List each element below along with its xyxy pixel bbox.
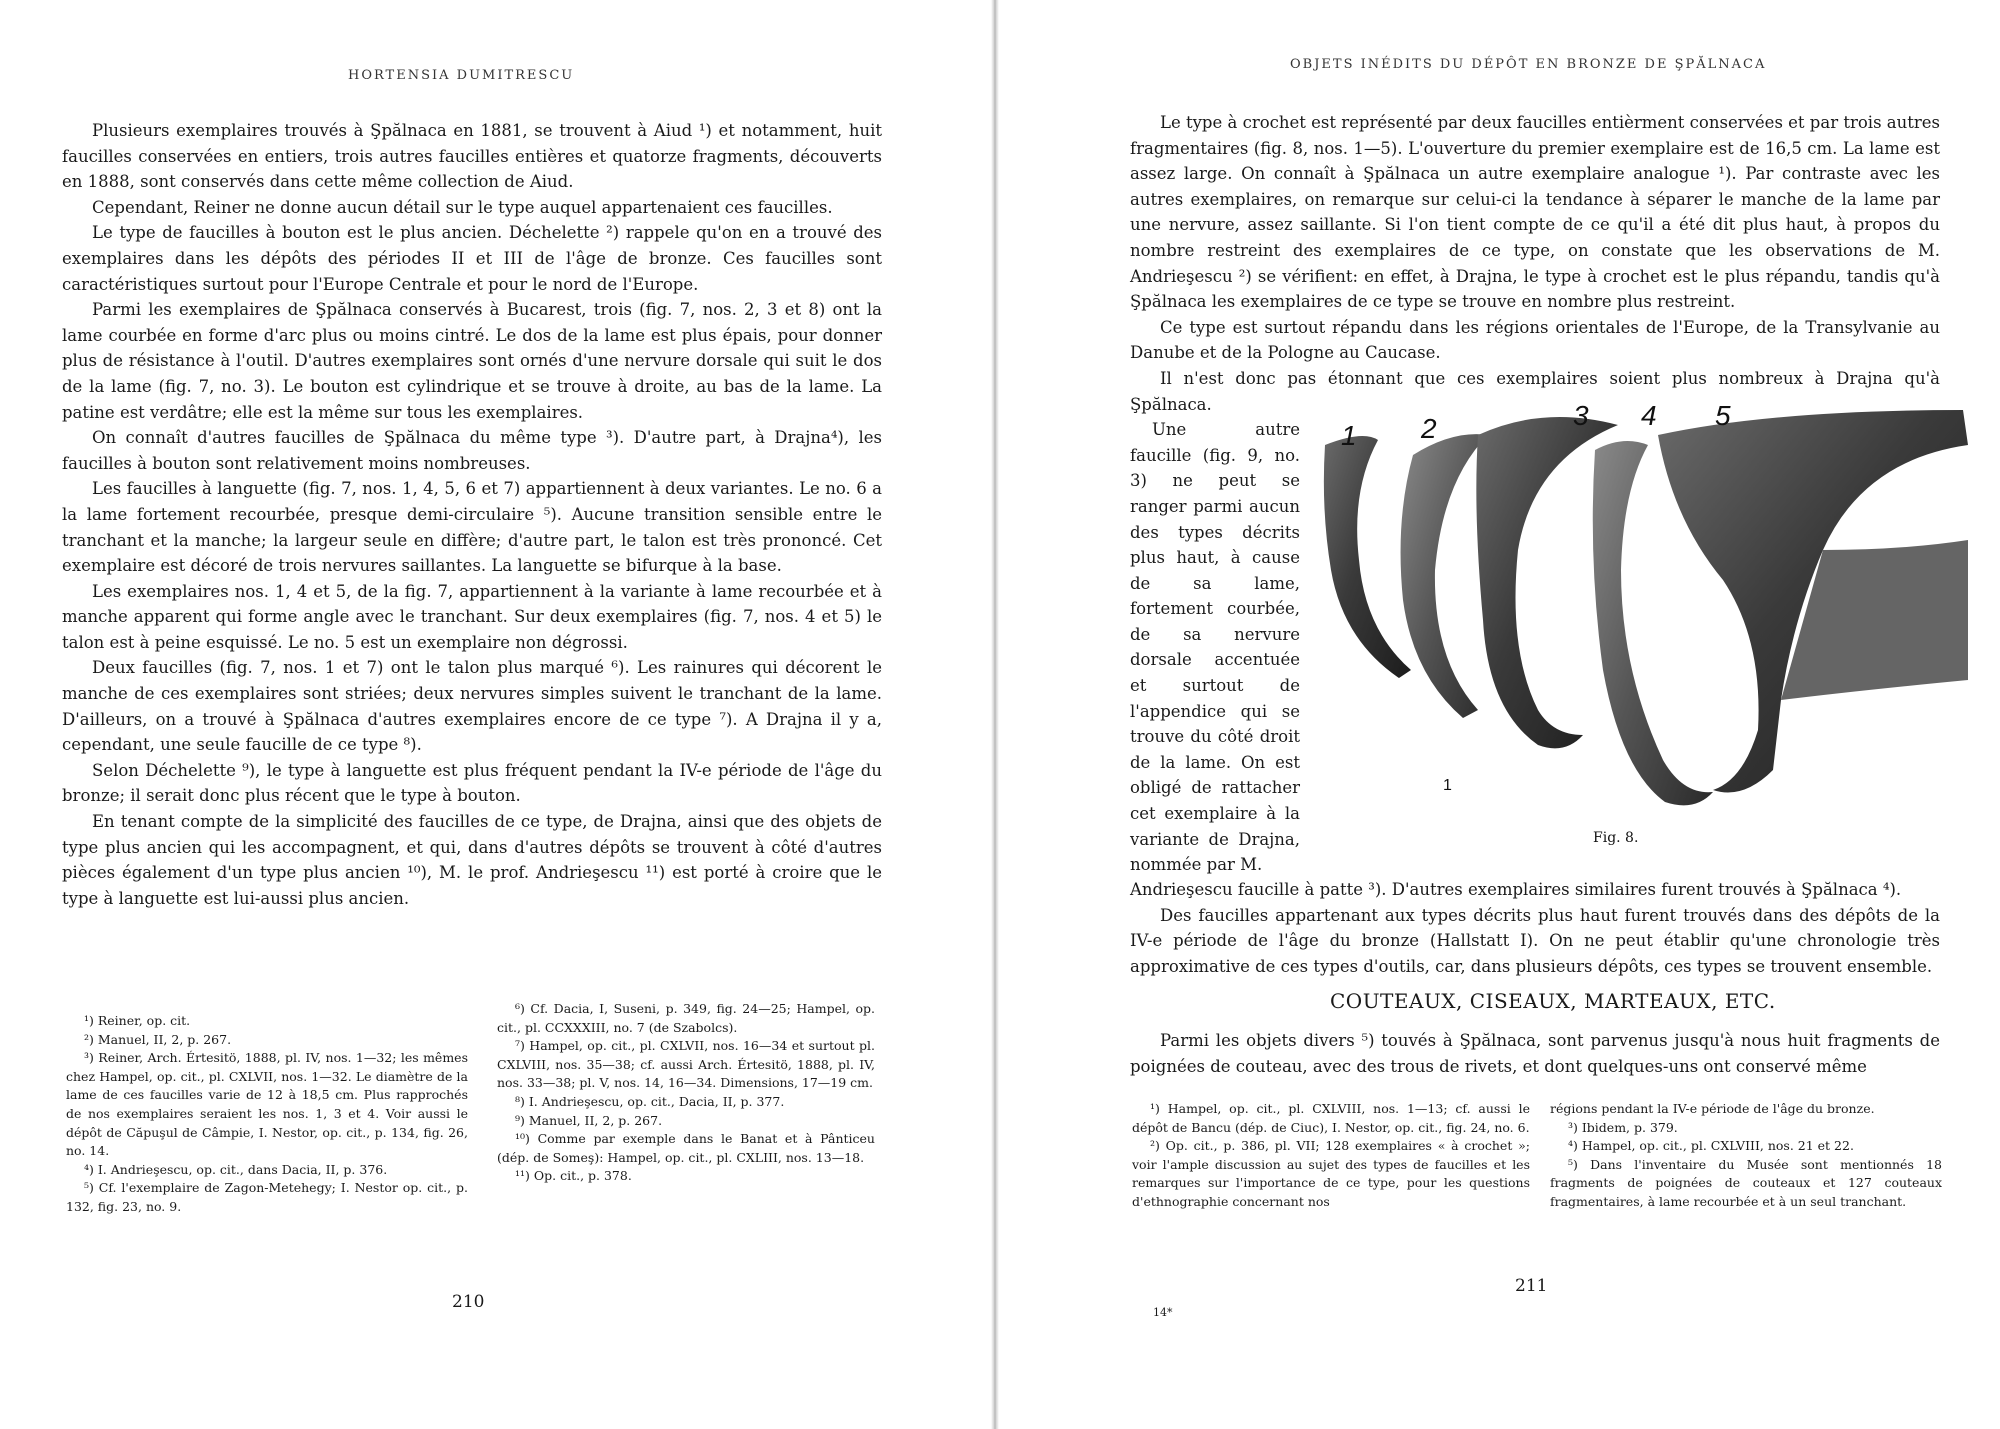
sickles-photo — [1303, 400, 1973, 845]
figure-label: 3 — [1573, 400, 1589, 431]
paragraph: Plusieurs exemplaires trouvés à Şpălnaca en 1881, se trouvent à Aiud ¹) et notamment, huit faucilles conservées en entiers, trois autres faucilles entières et quatorze fragments, découverts en 1888, sont conservés dans cette même collection de Aiud. — [62, 121, 882, 192]
sickle-2 — [1401, 434, 1488, 718]
figure-label: 1 — [1341, 420, 1357, 451]
footnote: ⁶) Cf. Dacia, I, Suseni, p. 349, fig. 24—25; Hampel, op. cit., pl. CCXXXIII, no. 7 (de Szabolcs). — [497, 1001, 875, 1035]
footnote: ⁷) Hampel, op. cit., pl. CXLVII, nos. 16—34 et surtout pl. CXLVIII, nos. 35—38; cf. aussi Arch. Értesitö, 1888, pl. IV, nos. 33—38; pl. V, nos. 14, 16—34. Dimensions, 17—19 cm. — [497, 1038, 875, 1091]
running-head: HORTENSIA DUMITRESCU — [348, 68, 575, 83]
footnote: régions pendant la IV-e période de l'âge du bronze. — [1550, 1101, 1875, 1116]
paragraph: On connaît d'autres faucilles de Şpălnaca du même type ³). D'autre part, à Drajna⁴), les faucilles à bouton sont relativement moins nombreuses. — [62, 428, 882, 473]
paragraph: Parmi les exemplaires de Şpălnaca conservés à Bucarest, trois (fig. 7, nos. 2, 3 et 8) ont la lame courbée en forme d'arc plus ou moins cintré. Le dos de la lame est plus épais, pour donner plus de résistance à l'outil. D'autres exemplaires sont ornés d'une nervure dorsale qui suit le dos de la lame (fig. 7, no. 3). Le bouton est cylindrique et se trouve à droite, au bas de la lame. La patine est verdâtre; elle est la même sur tous les exemplaires. — [62, 300, 882, 422]
section-heading: COUTEAUX, CISEAUX, MARTEAUX, ETC. — [1330, 989, 1776, 1013]
book-gutter — [991, 0, 999, 1429]
footnote: ²) Op. cit., p. 386, pl. VII; 128 exemplaires « à crochet »; voir l'ample discussion au sujet des types de faucilles et les remarques sur l'importance de ce type, pour les questions d'ethnographie concernant nos — [1132, 1138, 1530, 1209]
footnote: ¹¹) Op. cit., p. 378. — [515, 1168, 632, 1184]
figure-8 — [1303, 400, 1973, 845]
footnote: ⁸) I. Andrieşescu, op. cit., Dacia, II, p. 377. — [515, 1093, 785, 1109]
paragraph: Des faucilles appartenant aux types décrits plus haut furent trouvés dans des dépôts de la IV-e période de l'âge du bronze (Hallstatt I). On ne peut établir qu'une chronologie très approximative de ces types d'outils, car, dans plusieurs dépôts, ces types se trouvent ensemble. — [1130, 905, 1940, 976]
footnote: ²) Manuel, II, 2, p. 267. — [84, 1031, 232, 1047]
page-number: 211 — [1515, 1276, 1548, 1296]
footnote: ¹⁰) Comme par exemple dans le Banat et à Pânticeu (dép. de Someş): Hampel, op. cit., pl. CXLIII, nos. 13—18. — [497, 1131, 875, 1165]
running-head: OBJETS INÉDITS DU DÉPÔT EN BRONZE DE ŞPĂLNACA — [1290, 57, 1767, 72]
paragraph: Une autre faucille (fig. 9, no. 3) ne peut se ranger parmi aucun des types décrits plus haut, à cause de sa lame, fortement courbée, de sa nervure dorsale accentuée et surtout de l'appendice qui se trouve du côté droit de la lame. On est obligé de rattacher cet exemplaire à la variante de Drajna, nommée par M. — [1130, 420, 1300, 875]
figure-label: 5 — [1715, 400, 1731, 431]
figure-sub-label: 1 — [1443, 777, 1452, 794]
paragraph: Il n'est donc pas étonnant que ces exemplaires soient plus nombreux à Drajna qu'à Şpălnaca. — [1130, 368, 1940, 414]
figure-wrap-text — [1130, 417, 1300, 877]
footnotes-column-1 — [66, 1012, 468, 1217]
footnotes-column-2 — [497, 1000, 875, 1186]
paragraph: Andrieşescu faucille à patte ³). D'autres exemplaires similaires furent trouvés à Şpălnaca ⁴). — [1130, 880, 1902, 900]
footnote: ¹) Reiner, op. cit. — [84, 1013, 191, 1028]
paragraph: Parmi les objets divers ⁵) touvés à Şpălnaca, sont parvenus jusqu'à nous huit fragments de poignées de couteau, avec des trous de rivets, et dont quelques-uns ont conservé même — [1130, 1031, 1940, 1076]
footnote: ⁴) Hampel, op. cit., pl. CXLVIII, nos. 21 et 22. — [1568, 1138, 1854, 1154]
signature-mark: 14* — [1153, 1306, 1173, 1319]
page-number: 210 — [452, 1292, 485, 1312]
footnote: ¹) Hampel, op. cit., pl. CXLVIII, nos. 1—13; cf. aussi le dépôt de Bancu (dép. de Ciuc), I. Nestor, op. cit., fig. 24, no. 6. — [1132, 1101, 1530, 1135]
footnote: ⁵) Dans l'inventaire du Musée sont mentionnés 18 fragments de poignées de couteaux et 127 couteaux fragmentaires, à lame recourbée et à un seul tranchant. — [1550, 1156, 1942, 1209]
paragraph: Ce type est surtout répandu dans les régions orientales de l'Europe, de la Transylvanie au Danube et de la Pologne au Caucase. — [1130, 317, 1940, 363]
paragraph: Le type à crochet est représenté par deux faucilles entièrment conservées et par trois autres fragmentaires (fig. 8, nos. 1—5). L'ouverture du premier exemplaire est de 16,5 cm. La lame est assez large. On connaît à Şpălnaca un autre exemplaire analogue ¹). Par contraste avec les autres exemplaires, on remarque sur celui-ci la tendance à séparer le manche de la lame par une nervure, assez saillante. Si l'on tient compte de ce qu'il a été dit plus haut, à propos du nombre restreint des exemplaires de ce type, on constate que les observations de M. Andrieşescu ²) se vérifient: en effet, à Drajna, le type à crochet est le plus répandu, tandis qu'à Şpălnaca les exemplaires de ce type se trouve en nombre plus restreint. — [1130, 113, 1940, 312]
paragraph: Selon Déchelette ⁹), le type à languette est plus fréquent pendant la IV-e période de l'âge du bronze; il serait donc plus récent que le type à bouton. — [62, 760, 882, 806]
section-body — [1130, 1028, 1940, 1079]
footnote: ³) Reiner, Arch. Értesitö, 1888, pl. IV, nos. 1—32; les mêmes chez Hampel, op. cit., pl. CXLVII, nos. 1—32. Le diamètre de la lame de ces faucilles varie de 12 à 18,5 cm. Plus rapprochés de nos exemplaires seraient les nos. 1, 3 et 4. Voir aussi le dépôt de Căpuşul de Câmpie, I. Nestor, op. cit., p. 134, fig. 26, no. 14. — [66, 1050, 468, 1159]
footnotes-column-2 — [1550, 1100, 1942, 1212]
paragraph: Les exemplaires nos. 1, 4 et 5, de la fig. 7, appartiennent à la variante à lame recourbée et à manche apparent qui forme angle avec le tranchant. Sur deux exemplaires (fig. 7, nos. 4 et 5) le talon est à peine esquissé. Le no. 5 est un exemplaire non dégrossi. — [62, 581, 882, 652]
paragraph: Deux faucilles (fig. 7, nos. 1 et 7) ont le talon plus marqué ⁶). Les rainures qui décorent le manche de ces exemplaires sont striées; deux nervures simples suivent le tranchant de la lame. D'ailleurs, on a trouvé à Şpălnaca d'autres exemplaires encore de ce type ⁷). A Drajna il y a, cependant, une seule faucille de ce type ⁸). — [62, 658, 882, 755]
paragraph: En tenant compte de la simplicité des faucilles de ce type, de Drajna, ainsi que des objets de type plus ancien qui les accompagnent, et qui, dans d'autres dépôts se trouvent à côté d'autres pièces également d'un type plus ancien ¹⁰), M. le prof. Andrieşescu ¹¹) est porté à croire que le type à languette est lui-aussi plus ancien. — [62, 812, 882, 908]
figure-label: 4 — [1641, 400, 1657, 431]
footnotes-column-1 — [1132, 1100, 1530, 1212]
footnote: ³) Ibidem, p. 379. — [1568, 1119, 1678, 1135]
left-page — [0, 0, 990, 1429]
footnote: ⁵) Cf. l'exemplaire de Zagon-Metehegy; I. Nestor op. cit., p. 132, fig. 23, no. 9. — [66, 1180, 468, 1214]
sickle-1 — [1324, 436, 1411, 678]
body-text — [62, 118, 882, 911]
footnote: ⁴) I. Andrieşescu, op. cit., dans Dacia, II, p. 376. — [84, 1161, 388, 1177]
paragraph: Le type de faucilles à bouton est le plus ancien. Déchelette ²) rappele qu'on en a trouvé des exemplaires dans les dépôts des périodes II et III de l'âge de bronze. Ces faucilles sont caractéristiques surtout pour l'Europe Centrale et pour le nord de l'Europe. — [62, 223, 882, 294]
figure-caption: Fig. 8. — [1593, 830, 1639, 845]
figure-label: 2 — [1421, 413, 1437, 444]
paragraph: Cependant, Reiner ne donne aucun détail sur le type auquel appartenaient ces faucilles. — [92, 197, 833, 217]
footnote: ⁹) Manuel, II, 2, p. 267. — [515, 1112, 663, 1128]
paragraph: Les faucilles à languette (fig. 7, nos. 1, 4, 5, 6 et 7) appartiennent à deux variantes. Le no. 6 a la lame fortement recourbée, presque demi-circulaire ⁵). Aucune transition sensible entre le tranchant et la manche; la largeur seule en diffère; d'autre part, le talon est très prononcé. Cet exemplaire est décoré de trois nervures saillantes. La languette se bifurque à la base. — [62, 479, 882, 576]
